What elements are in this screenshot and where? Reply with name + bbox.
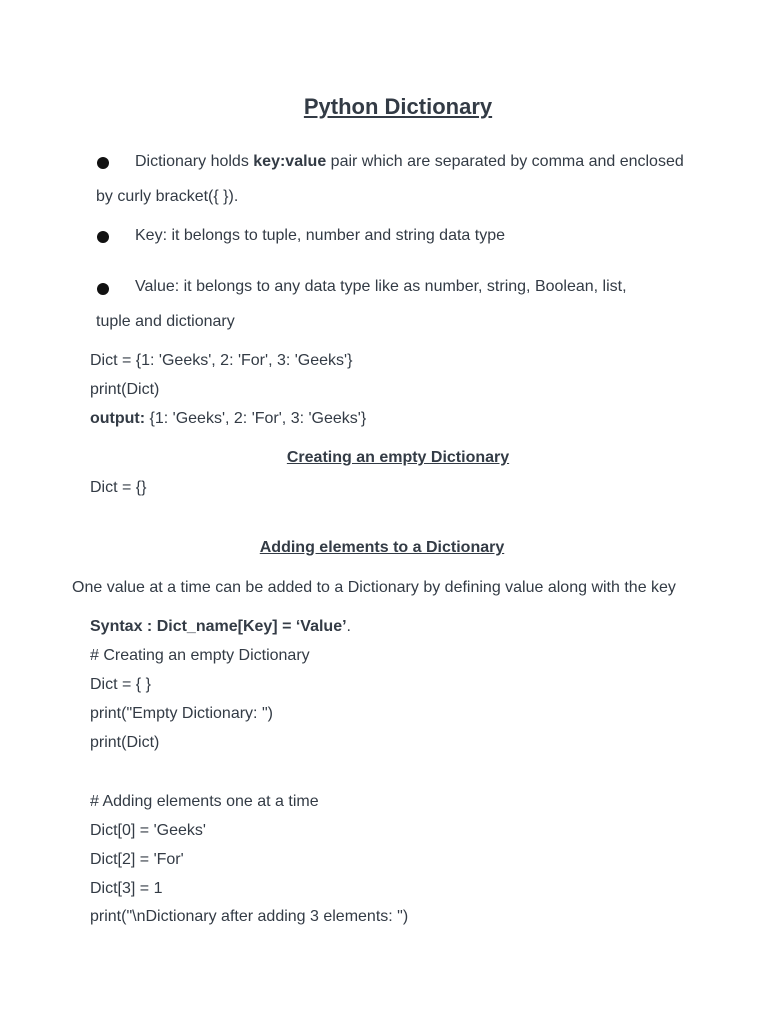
page-title: Python Dictionary	[303, 94, 493, 119]
output-label: output:	[90, 410, 146, 427]
code-line: Dict[0] = 'Geeks'	[90, 822, 206, 839]
bullet-1-bold-term: key:value	[253, 153, 327, 170]
bullet-1-line-2: by curly bracket({ }).	[96, 188, 239, 205]
syntax-label: Syntax : Dict_name[Key] = ‘Value’	[90, 618, 347, 635]
code-line: # Adding elements one at a time	[90, 793, 319, 810]
code-line: print(Dict)	[90, 734, 160, 751]
section-heading-empty: Creating an empty Dictionary	[286, 449, 510, 466]
code-line: Dict[3] = 1	[90, 880, 163, 897]
bullet-icon	[97, 283, 109, 295]
example-code-line-2: print(Dict)	[90, 381, 160, 398]
bullet-icon	[97, 157, 109, 169]
syntax-end: .	[346, 618, 351, 635]
syntax-line	[90, 617, 351, 637]
bullet-1-line-1	[135, 152, 684, 172]
code-line: Dict[2] = 'For'	[90, 851, 184, 868]
output-value: {1: 'Geeks', 2: 'For', 3: 'Geeks'}	[145, 410, 367, 427]
code-line: Dict = { }	[90, 676, 151, 693]
adding-description: One value at a time can be added to a Dictionary by defining value along with the key	[72, 579, 676, 596]
bullet-3-line-2: tuple and dictionary	[96, 313, 235, 330]
bullet-1-text-suffix: pair which are separated by comma and enclosed	[326, 153, 684, 170]
bullet-icon	[97, 231, 109, 243]
example-output	[90, 409, 366, 429]
example-code-line-1: Dict = {1: 'Geeks', 2: 'For', 3: 'Geeks'}	[90, 352, 353, 369]
code-line: print("Empty Dictionary: ")	[90, 705, 273, 722]
code-line: # Creating an empty Dictionary	[90, 647, 310, 664]
bullet-3-line-1: Value: it belongs to any data type like as number, string, Boolean, list,	[135, 278, 627, 295]
bullet-1-text-prefix: Dictionary holds	[135, 153, 254, 170]
section-heading-adding: Adding elements to a Dictionary	[259, 539, 505, 556]
bullet-2-line-1: Key: it belongs to tuple, number and string data type	[135, 227, 506, 244]
empty-dict-code: Dict = {}	[90, 479, 147, 496]
code-line: print("\nDictionary after adding 3 elements: ")	[90, 908, 409, 925]
